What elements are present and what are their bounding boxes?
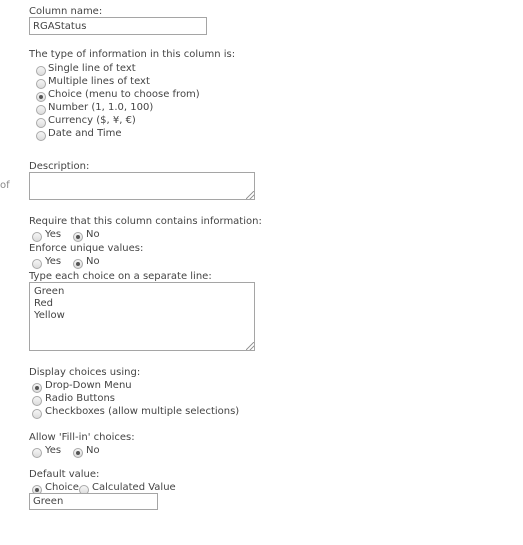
type-option-multiple-lines-label: Multiple lines of text: [48, 76, 150, 87]
choice-line: Red: [34, 298, 53, 309]
choices-textarea[interactable]: [29, 282, 255, 351]
type-radio-choice[interactable]: [36, 92, 46, 102]
unique-label: Enforce unique values:: [29, 243, 144, 254]
default-calculated-label: Calculated Value: [92, 482, 176, 493]
fill-in-yes-label: Yes: [45, 445, 62, 456]
type-radio-number[interactable]: [36, 105, 46, 115]
unique-no-radio[interactable]: [73, 259, 83, 269]
unique-no-label: No: [86, 256, 100, 267]
fill-in-no-label: No: [86, 445, 100, 456]
choices-label: Type each choice on a separate line:: [29, 271, 212, 282]
cropped-text: of: [0, 180, 10, 191]
require-no-radio[interactable]: [73, 232, 83, 242]
display-checkboxes-radio[interactable]: [32, 409, 42, 419]
choices-resize-grip[interactable]: [246, 342, 254, 350]
display-dropdown-radio[interactable]: [32, 383, 42, 393]
display-radio-buttons-radio[interactable]: [32, 396, 42, 406]
default-value-label: Default value:: [29, 469, 100, 480]
display-dropdown-label: Drop-Down Menu: [45, 380, 132, 391]
require-yes-label: Yes: [45, 229, 62, 240]
fill-in-no-radio[interactable]: [73, 448, 83, 458]
require-no-label: No: [86, 229, 100, 240]
type-radio-date-time[interactable]: [36, 131, 46, 141]
default-choice-label: Choice: [45, 482, 79, 493]
display-label: Display choices using:: [29, 367, 141, 378]
type-option-date-time-label: Date and Time: [48, 128, 122, 139]
type-radio-single-line[interactable]: [36, 66, 46, 76]
description-label: Description:: [29, 161, 90, 172]
type-section-label: The type of information in this column is:: [29, 49, 236, 60]
description-resize-grip[interactable]: [246, 191, 254, 199]
unique-yes-radio[interactable]: [32, 259, 42, 269]
type-option-single-line-label: Single line of text: [48, 63, 136, 74]
choice-line: Green: [34, 286, 65, 297]
type-option-choice-label: Choice (menu to choose from): [48, 89, 200, 100]
unique-yes-label: Yes: [45, 256, 62, 267]
type-option-number-label: Number (1, 1.0, 100): [48, 102, 154, 113]
description-textarea[interactable]: [29, 172, 255, 200]
type-radio-multiple-lines[interactable]: [36, 79, 46, 89]
fill-in-label: Allow 'Fill-in' choices:: [29, 432, 135, 443]
type-option-currency-label: Currency ($, ¥, €): [48, 115, 136, 126]
display-checkboxes-label: Checkboxes (allow multiple selections): [45, 406, 240, 417]
require-yes-radio[interactable]: [32, 232, 42, 242]
type-radio-currency[interactable]: [36, 118, 46, 128]
default-value-input[interactable]: [29, 493, 158, 510]
require-label: Require that this column contains information:: [29, 216, 262, 227]
column-name-label: Column name:: [29, 6, 103, 17]
choice-line: Yellow: [34, 310, 65, 321]
column-name-input[interactable]: [29, 17, 207, 35]
fill-in-yes-radio[interactable]: [32, 448, 42, 458]
display-radio-buttons-label: Radio Buttons: [45, 393, 115, 404]
